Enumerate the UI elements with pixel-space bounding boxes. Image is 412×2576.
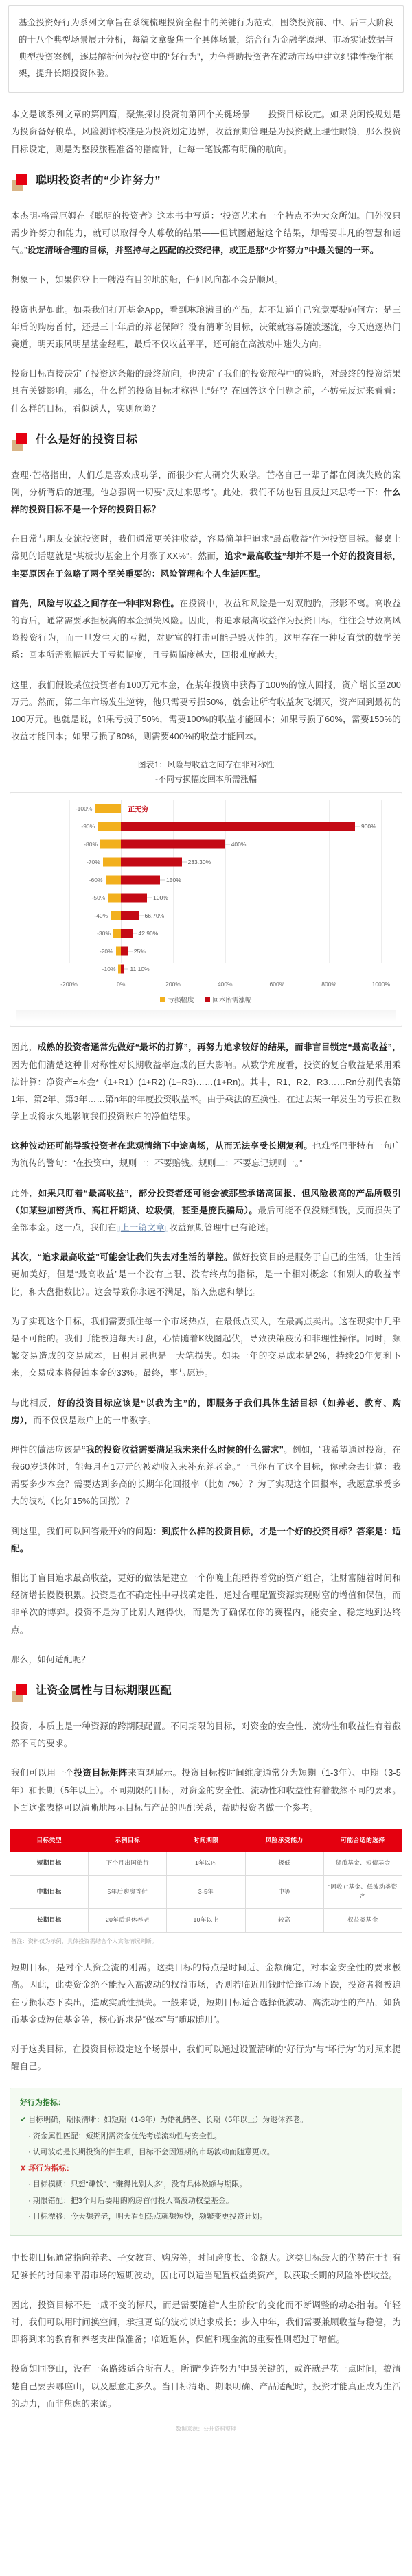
paragraph-text: 因为他们清楚这种非对称性对长期收益率造成的巨大影响。从数学角度看，投资的复合收益是采用乘法计算：净资产=本金*（1+R1）(1+R2) (1+R3)……(1+Rn)。其中，R1、R2、R3……Rn分别代表第1年、第2年、第3年……第n年的年度投资收益率。由于乘法的互换性，在过去某一年发生的亏损在数学上或将永久地影响我们投资账户的净值结果。	[11, 1060, 401, 1122]
paragraph-text: 短期目标，是对个人资金流的刚需。这类目标的特点是时间近、金额确定，对本金安全性的要求极高。因此，此类资金绝不能投入高波动的权益市场，否则若临近用钱时恰逢市场下跌，投资者将被迫在亏损状态下卖出，造成实质性损失。一般来说，短期目标适合选择低波动、高流动性的产品，如货币基金或短债基金等，核心诉求是“保本”与“随取随用”。	[11, 1963, 401, 2025]
chart-bar-gain	[121, 894, 147, 903]
goal-matrix-table-wrap	[10, 1829, 402, 1933]
paragraph-text: 相比于盲目追求最高收益，更好的做法是建立一个你晚上能睡得着觉的资产组合，让财富随着时间和经济增长慢慢积累。投资是在不确定性中寻找确定性，通过合理配置资源实现财富的增值和保值，而非单次的博弈。投资不是为了比别人跑得快，而是为了确保在你的赛程内，能安全、稳定地到达终点。	[11, 1573, 401, 1635]
figure-caption-line1: 图表1：风险与收益之间存在非对称性	[137, 760, 275, 770]
tip-box-lines	[20, 2113, 392, 2224]
paragraph-text: 投资也是如此。如果我们打开基金App，看到琳琅满目的产品，却不知道自己究竟要驶向何方：是三年后的购房首付，还是三十年后的养老保障？没有清晰的目标，决策就容易随波逐流，今天追逐热门赛道，明天跟风明星基金经理，最后不仅收益平平，还可能在高波动中迷失方向。	[11, 305, 401, 349]
paragraph-text: 本文是该系列文章的第四篇，聚焦探讨投资前第四个关键场景——投资目标设定。如果说闲钱规划是为投资备好粮草，风险测评校准是为投资划定边界，收益预期管理是为投资戴上理性眼镜，那么投资目标设定，则是为整段旅程准备的指南针，让每一笔钱都有明确的航向。	[11, 110, 401, 154]
paragraph-text: 投资如同登山，没有一条路线适合所有人。所谓“少许努力”中最关键的，或许就是花一点时间，搞清楚自己要去哪座山，以及愿意走多久。当目标清晰、期限明确、产品适配时，投资才能真正成为生活的助力，而非焦虑的来源。	[11, 2364, 401, 2409]
chart-bar-gain	[121, 840, 225, 849]
table-header-row	[10, 1829, 402, 1851]
chart-x-tick-label: 600%	[269, 981, 285, 988]
chart-x-tick-label: 0%	[117, 981, 126, 988]
chart-value-label: 11.10%	[130, 966, 150, 973]
paragraph-bold: 设定清晰合理的目标，并坚持与之匹配的投资纪律，或正是那“少许努力”中最关键的一环。	[27, 246, 379, 256]
chart-bar-loss	[95, 804, 121, 813]
chart-category-label: -70%	[86, 859, 100, 866]
tip-good-line	[20, 2113, 392, 2127]
chart-x-tick-label: -200%	[60, 981, 78, 988]
chart-bar-row	[16, 907, 396, 925]
chart-bar-loss	[106, 876, 122, 885]
tip-sub-line: · 认可波动是长期投资的伴生项，目标不会因短期的市场波动而随意更改。	[28, 2148, 275, 2157]
chart-legend-label: 回本所需涨幅	[212, 997, 252, 1005]
chart-category-label: -90%	[81, 823, 95, 831]
footer-note: 数据来源：公开资料整理	[176, 2425, 236, 2432]
chart-value-tick	[124, 969, 128, 970]
chart-bar-row	[16, 960, 396, 978]
table-row	[10, 1875, 402, 1909]
chart-bar-row	[16, 818, 396, 835]
paragraph-text: 在日常与朋友交流投资时，我们通常更关注收益，容易简单把追求“最高收益”作为投资目标。餐桌上常见的话题就是“某板块/基金上个月涨了XX%”。然而，	[11, 534, 401, 562]
paragraph-bold: 投资目标矩阵	[73, 1768, 128, 1778]
paragraph-text: 为了实现这个目标，我们需要抓住每一个市场热点，在最低点买入，在最高点卖出。这在现实中几乎是不可能的。我们可能被迫每天盯盘，心情随着K线图起伏，导致决策疲劳和非理性操作。同时，频繁交易造成的交易成本，日积月累也是一大笔损失。如果一年的交易成本是2%，持续20年复利下来，交易成本将侵蚀本金的33%。最终，事与愿违。	[11, 1316, 401, 1379]
chart-x-axis	[16, 979, 396, 993]
table-header-cell: 可能合适的选择	[323, 1829, 402, 1851]
chart-bar-loss	[100, 840, 121, 849]
chart-value-tick	[128, 951, 133, 952]
chart-plot-area	[16, 800, 396, 978]
chart-legend-swatch	[205, 997, 210, 1002]
figure-caption	[11, 758, 401, 787]
table-cell: 3-5年	[167, 1875, 245, 1909]
table-header-cell: 目标类型	[10, 1829, 89, 1851]
paragraph-bold: “我的投资收益需要满足我未来什么时候的什么需求”	[81, 1444, 284, 1455]
paragraph-text: 。例如，“我希望通过投资，在我60岁退休时，能每月有1万元的被动收入来补充养老金。”一旦你有了这个目标，你就会去计算：我需要多少本金？需要达到多高的长期年化回报率（比如7%）？为了实现这个回报率，我愿意承受多大的波动（比如15%的回撤）？	[11, 1444, 401, 1507]
paragraph-course	[11, 366, 401, 418]
paragraph-text: 收益预期管理中已有论述。	[169, 1223, 275, 1232]
chart-legend	[16, 993, 396, 1008]
chart-category-label: -10%	[102, 966, 116, 973]
chart-value-label: 150%	[166, 876, 181, 884]
previous-article-link[interactable]: 上一篇文章	[120, 1223, 165, 1232]
chart-fade-overlay	[16, 1010, 396, 1022]
paragraph-text: 因此，投资目标不是一成不变的标尺，而是需要随着“人生阶段”的变化而不断调整的动态指南。年轻时，我们可以用时间换空间，承担更高的波动以追求成长；步入中年，我们需要兼顾收益与稳健，为即将到来的教育和养老支出做准备；临近退休，保值和现金流的重要性则超过了增值。	[11, 2300, 401, 2345]
tip-sub-line: · 期限错配：把3个月后要用的购房首付投入高波动权益基金。	[28, 2196, 233, 2205]
check-icon: ✔	[20, 2116, 29, 2125]
paragraph-app	[11, 302, 401, 354]
paragraph-bold: 什么样的投资目标不是一个好的投资目标？	[11, 487, 401, 515]
chart-value-label: 100%	[153, 894, 168, 902]
chart-value-label: 25%	[133, 948, 146, 955]
paragraph-short-term	[11, 1959, 401, 2029]
tip-line-text: 目标明确，期限清晰：如短期（1-3年）为婚礼储备、长期（5年以上）为退休养老。	[28, 2116, 308, 2125]
goal-matrix-table	[10, 1829, 402, 1933]
paragraph-text: 投资目标直接决定了投资这条船的最终航向，也决定了我们的投资旅程中的策略，对最终的投资结果具有关键影响。那么，什么样的投资目标才称得上“好”？在回答这个问题之前，不妨先反过来看看：什么样的目标，看似诱人，实则危险？	[11, 369, 401, 414]
paragraph-text: 我们可以用一个	[11, 1768, 74, 1778]
paragraph-good-bad-behavior	[11, 2041, 401, 2075]
chart-bar-loss	[98, 822, 121, 831]
chart-x-tick-label: 200%	[165, 981, 181, 988]
paragraph-text: 到这里，我们可以回答最开始的问题：	[11, 1526, 162, 1536]
paragraph-how-to-match	[11, 1651, 401, 1669]
table-header-cell: 示例目标	[89, 1829, 167, 1851]
paragraph-graham	[11, 208, 401, 260]
table-cell: 极低	[245, 1852, 323, 1876]
paragraph-bold: 如果只盯着“最高收益”，部分投资者还可能会被那些承诺高回报、但风险极高的产品所吸引（如某些加密货币、高杠杆期货、垃圾债，甚至是庞氏骗局）。	[11, 1188, 401, 1215]
paragraph-asymmetry	[11, 595, 401, 665]
chart-bar-gain	[121, 822, 355, 831]
chart-bar-row	[16, 942, 396, 960]
paragraph-mature-investor	[11, 1039, 401, 1125]
tip-sub-line: · 资金属性匹配：短期刚需资金优先考虑流动性与安全性。	[28, 2132, 222, 2140]
table-cell: 权益类基金	[323, 1909, 402, 1933]
paragraph-ship	[11, 272, 401, 289]
series-intro-box	[8, 5, 404, 93]
chart-category-label: -60%	[89, 876, 103, 884]
chart-bar-row	[16, 853, 396, 871]
paragraph-rational-approach	[11, 1442, 401, 1511]
section-heading-3	[11, 1684, 401, 1704]
paragraph-text: 查理·芒格指出，人们总是喜欢成功学，而很少有人研究失败学。芒格自己一辈子都在阅读失败的案例，分析背后的道理。他总强调一切要“反过来思考”。此处，我们不妨也暂且反过来思考一下：	[11, 470, 401, 497]
chart-category-label: -50%	[91, 894, 106, 902]
link-bracket-left: ▯	[116, 1224, 121, 1232]
chart-bar-loss	[116, 947, 122, 956]
chart-value-tick	[355, 826, 360, 827]
paragraph-goal-matrix	[11, 1765, 401, 1817]
tip-sub-line: · 目标漂移：今天想养老，明天看到热点就想短炒，频繁变更投资计划。	[28, 2212, 267, 2221]
chart-value-tick	[133, 933, 137, 934]
paragraph-risky-products	[11, 1185, 401, 1237]
paragraph-text: 也难怪巴菲特有一句广为流传的警句：“在投资中，规则一：不要赔钱。规则二：不要忘记规则一。”	[11, 1141, 401, 1169]
behavior-tip-box	[10, 2088, 402, 2236]
chart-bar-gain	[121, 876, 160, 885]
paragraph-buffett	[11, 1138, 401, 1172]
paragraph-text: 本杰明·格雷厄姆在《聪明的投资者》这本书中写道：“投资艺术有一个特点不为大众所知。门外汉只需少许努力和能力，就可以取得令人尊敬的结果——但试图超越这个结果，却需要非凡的智慧和运气。”	[11, 211, 401, 256]
chart-value-label: 400%	[231, 841, 247, 848]
table-row	[10, 1852, 402, 1876]
chart-legend-item	[205, 994, 252, 1004]
paragraph-text: 与此相反，	[11, 1398, 58, 1408]
table-cell: 短期目标	[10, 1852, 89, 1876]
paragraph-bold: 追求“最高收益”却并不是一个好的投资目标，主要原因在于忽略了两个至关重要的：风险管理和个人生活匹配。	[11, 551, 401, 579]
chart-legend-label: 亏损幅度	[168, 997, 194, 1005]
table-cell: 5年后购房首付	[89, 1875, 167, 1909]
paragraph-bold: 成熟的投资者通常先做好“最坏的打算”，再努力追求较好的结果，而非盲目锁定“最高收益”，	[37, 1042, 401, 1053]
section-title-2: 什么是好的投资目标	[36, 433, 138, 446]
chart-category-label: -100%	[75, 805, 93, 813]
chart-bar-row	[16, 871, 396, 889]
section-title-1: 聪明投资者的“少许努力”	[36, 174, 161, 187]
chart-x-tick-label: 400%	[217, 981, 233, 988]
table-cell: “固收+”基金、低波动类资产	[323, 1875, 402, 1909]
table-cell: 1年以内	[167, 1852, 245, 1876]
paragraph-lose-control	[11, 1249, 401, 1301]
table-cell: 货币基金、短债基金	[323, 1852, 402, 1876]
paragraph-text: 中长期目标通常指向养老、子女教育、购房等，时间跨度长、金额大。这类目标最大的优势在于拥有足够长的时间来平滑市场的短期波动，因此可以适当配置权益类资产，以获取长期的风险补偿收益。	[11, 2253, 401, 2280]
chart-value-tick	[225, 844, 230, 845]
paragraph-example-math	[11, 677, 401, 746]
table-note: 备注：资料仅为示例，具体投资需结合个人实际情况判断。	[11, 1938, 157, 1945]
chart-x-tick-label: 1000%	[371, 981, 391, 988]
paragraph-bold: 其次，“追求最高收益”可能会让我们失去对生活的掌控。	[11, 1252, 233, 1263]
paragraph-text: 因此，	[11, 1042, 38, 1053]
table-cell: 长期目标	[10, 1909, 89, 1933]
paragraph-text: 对于这类目标，在投资目标设定这个场景中，我们可以通过设置清晰的“好行为”与“坏行为”的对照来提醒自己。	[11, 2044, 401, 2072]
chart-value-label: 66.70%	[144, 912, 165, 920]
section-marker-icon	[11, 433, 32, 452]
chart-bar-loss	[108, 894, 121, 903]
paragraph-text: 最后可能不仅没赚到钱，反而损失了全部本金。这一点，我们在	[11, 1205, 401, 1232]
paragraph-munger	[11, 467, 401, 519]
paragraph-bold: 首先，风险与收益之间存在一种非对称性。	[11, 598, 180, 608]
paragraph-cross-period	[11, 1718, 401, 1752]
chart-value-label-infinity: 正无穷	[128, 806, 149, 814]
chart-bar-gain	[121, 929, 132, 938]
chart-category-label: -20%	[99, 948, 113, 955]
cross-icon: ✘	[20, 2164, 29, 2173]
section-marker-icon	[11, 1684, 32, 1703]
chart-bar-gain	[121, 947, 127, 956]
paragraph-bold: 好的投资目标应该是“以我为主”的，即服务于我们具体生活目标（如养老、教育、购房），	[11, 1398, 402, 1425]
paragraph-text: 这里，我们假设某位投资者有100万元本金，在某年投资中获得了100%的惊人回报，资产增长至200万元。然而，第二年市场发生逆转，他只需要亏损50%，就会让所有收益灰飞烟灭，资产回到最初的100万元。也就是说，如果亏损了50%，需要100%的收益才能回本；如果亏损了60%，需要150%的收益才能回本；如果亏损了80%，则需要400%的收益才能回本。	[11, 680, 401, 742]
chart-legend-item	[160, 994, 194, 1004]
chart-bar-gain	[121, 911, 138, 920]
chart-bar-row	[16, 835, 396, 853]
paragraph-climbing	[11, 2361, 401, 2413]
tip-box-heading: 好行为指标：	[20, 2099, 65, 2108]
chart-x-tick-label: 800%	[321, 981, 336, 988]
paragraph-sleep-well	[11, 1570, 401, 1639]
section-heading-2	[11, 433, 401, 453]
table-cell: 20年后退休养老	[89, 1909, 167, 1933]
paragraph-answer	[11, 1523, 401, 1558]
paragraph-text: 而不仅仅是账户上的一串数字。	[33, 1415, 157, 1425]
paragraph-text: 投资，本质上是一种资源的跨期限配置。不同期限的目标，对资金的安全性、流动性和收益性有着截然不同的要求。	[11, 1721, 401, 1749]
chart-value-label: 233.30%	[187, 859, 211, 866]
table-cell: 10年以上	[167, 1909, 245, 1933]
table-header-cell: 风险承受能力	[245, 1829, 323, 1851]
table-row	[10, 1909, 402, 1933]
paragraph-text: 想象一下，如果你登上一艘没有目的地的船，任何风向都不会是顺风。	[11, 275, 284, 285]
table-cell: 中等	[245, 1875, 323, 1909]
chart-value-label: 42.90%	[138, 930, 159, 938]
table-body	[10, 1852, 402, 1933]
table-cell: 较高	[245, 1909, 323, 1933]
chart-value-tick	[182, 862, 187, 863]
asymmetry-bar-chart	[16, 800, 396, 1008]
chart-legend-swatch	[160, 997, 165, 1002]
paragraph-life-stage	[11, 2297, 401, 2349]
article-page	[0, 5, 412, 2445]
chart-card	[10, 792, 402, 1027]
chart-bar-loss	[111, 911, 121, 920]
chart-value-label: 900%	[360, 823, 376, 831]
figure-caption-line2: -不同亏损幅度回本所需涨幅	[155, 774, 257, 785]
paragraph-bold: 这种波动还可能导致投资者在悲观情绪下中途离场，从而无法享受长期复利。	[11, 1141, 312, 1152]
chart-bar-row	[16, 925, 396, 942]
tip-line-text: 坏行为指标：	[28, 2164, 74, 2173]
table-cell: 下个月出国旅行	[89, 1852, 167, 1876]
tip-sub-line: · 目标模糊：只想“赚钱”、“赚得比别人多”，没有具体数额与期限。	[28, 2180, 247, 2189]
paragraph-highest-return	[11, 531, 401, 583]
chart-bar-loss	[113, 929, 121, 938]
chart-value-tick	[160, 880, 165, 881]
link-bracket-right: ▯	[164, 1224, 170, 1232]
chart-category-label: -30%	[97, 930, 111, 938]
table-header-cell: 时间期限	[167, 1829, 245, 1851]
section-title-3: 让资金属性与目标期限匹配	[36, 1684, 172, 1697]
paragraph-text: 来直观展示。投资目标按时间维度通常分为短期（1-3年）、中期（3-5年）和长期（5年以上）。不同期限的目标，对资金的安全性、流动性和收益性有着截然不同的要求。下面这张表格可以清晰地展示目标与产品的匹配关系，帮助投资者做一个参考。	[11, 1768, 402, 1813]
paragraph-long-term	[11, 2250, 401, 2284]
paragraph-self-centered-goal	[11, 1395, 401, 1429]
table-cell: 中期目标	[10, 1875, 89, 1909]
chart-category-label: -80%	[84, 841, 98, 848]
paragraph-trading-cost	[11, 1313, 401, 1383]
paragraph-bold: 到底什么样的投资目标，才是一个好的投资目标？答案是：适配。	[11, 1526, 401, 1553]
paragraph-text: 在投资中，收益和风险是一对双胞胎，形影不离。高收益的背后，通常需要承担极高的本金损失风险。因此，将追求最高收益作为投资目标，往往会导致高风险投资行为，而一旦发生大的亏损，对财富的打击可能是毁灭性的。这里存在一种反直觉的数学关系：回本所需涨幅远大于亏损幅度，且亏损幅度越大，回报难度越大。	[11, 598, 401, 660]
paragraph-text: 那么，如何适配呢？	[11, 1654, 91, 1665]
series-intro-text: 基金投资好行为系列文章旨在系统梳理投资全程中的关键行为范式，围绕投资前、中、后三大阶段的十八个典型场景展开分析，每篇文章聚焦一个具体场景，结合行为金融学原理、市场实证数据与典型投资案例，逐层解析何为投资中的“好行为”，力争帮助投资者在波动市场中建立纪律性操作框架，提升长期投资体验。	[19, 18, 393, 79]
tip-bad-heading	[20, 2162, 392, 2176]
chart-bar-loss	[103, 858, 121, 867]
paragraph-intro	[11, 106, 401, 158]
chart-bar-row	[16, 889, 396, 907]
paragraph-text: 做好投资目的是服务于自己的生活，让生活更加美好，但是“最高收益”是一个没有上限、没有终点的指标，是一个相对概念（和别人的收益率比，和大盘指数比）。这会导致你永远不满足，陷入焦虑和攀比。	[11, 1252, 401, 1297]
chart-bar-gain	[121, 858, 181, 867]
paragraph-text: 理性的做法应该是	[11, 1444, 82, 1455]
chart-bar-row	[16, 800, 396, 818]
chart-category-label: -40%	[94, 912, 108, 920]
paragraph-text: 此外，	[11, 1188, 38, 1198]
section-marker-icon	[11, 174, 32, 193]
section-heading-1	[11, 174, 401, 194]
